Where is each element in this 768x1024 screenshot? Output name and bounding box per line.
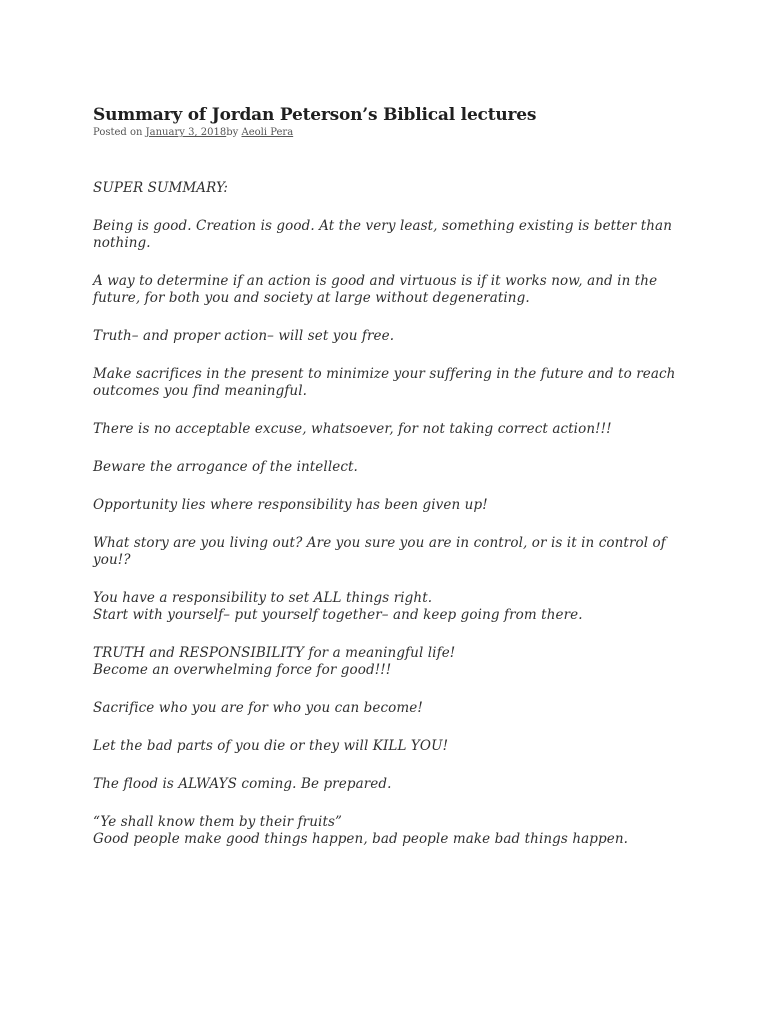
post-byline — [93, 126, 683, 140]
paragraph-line: There is no acceptable excuse, whatsoever, for not taking correct action!!! — [93, 421, 612, 437]
paragraph-line: SUPER SUMMARY: — [93, 180, 228, 196]
paragraph-line: Make sacrifices in the present to minimize your suffering in the future and to reach outcomes you find meaningful. — [93, 366, 676, 399]
content-paragraph — [93, 497, 683, 514]
posted-on-label: Posted on — [93, 127, 143, 138]
content-paragraph — [93, 459, 683, 476]
blog-post — [93, 104, 683, 869]
paragraph-line: Truth– and proper action– will set you free. — [93, 328, 395, 344]
paragraph-line: TRUTH and RESPONSIBILITY for a meaningful life! — [93, 645, 456, 661]
content-paragraph — [93, 776, 683, 793]
paragraph-line: Beware the arrogance of the intellect. — [93, 459, 358, 475]
post-content — [93, 180, 683, 848]
content-paragraph — [93, 328, 683, 345]
content-paragraph — [93, 218, 683, 252]
content-paragraph — [93, 590, 683, 624]
paragraph-line: Good people make good things happen, bad people make bad things happen. — [93, 831, 629, 847]
paragraph-line: Being is good. Creation is good. At the very least, something existing is better than nothing. — [93, 218, 672, 251]
by-label: by — [226, 127, 239, 138]
paragraph-line: Opportunity lies where responsibility has been given up! — [93, 497, 488, 513]
content-paragraph — [93, 738, 683, 755]
content-paragraph — [93, 366, 683, 400]
post-date-link[interactable]: January 3, 2018 — [145, 127, 227, 138]
paragraph-line: “Ye shall know them by their fruits” — [93, 814, 342, 830]
paragraph-line: What story are you living out? Are you sure you are in control, or is it in control of you!? — [93, 535, 666, 568]
paragraph-line: The flood is ALWAYS coming. Be prepared. — [93, 776, 392, 792]
author-link[interactable]: Aeoli Pera — [241, 127, 294, 138]
post-title: Summary of Jordan Peterson’s Biblical lectures — [93, 105, 537, 125]
paragraph-line: Let the bad parts of you die or they will KILL YOU! — [93, 738, 449, 754]
paragraph-line: Start with yourself– put yourself together– and keep going from there. — [93, 607, 583, 623]
content-paragraph — [93, 535, 683, 569]
paragraph-line: A way to determine if an action is good and virtuous is if it works now, and in the future, for both you and society at large without degenerating. — [93, 273, 658, 306]
content-paragraph — [93, 273, 683, 307]
paragraph-line: You have a responsibility to set ALL things right. — [93, 590, 433, 606]
content-paragraph — [93, 180, 683, 197]
paragraph-line: Become an overwhelming force for good!!! — [93, 662, 392, 678]
paragraph-line: Sacrifice who you are for who you can become! — [93, 700, 423, 716]
content-paragraph — [93, 814, 683, 848]
content-paragraph — [93, 645, 683, 679]
content-paragraph — [93, 700, 683, 717]
content-paragraph — [93, 421, 683, 438]
